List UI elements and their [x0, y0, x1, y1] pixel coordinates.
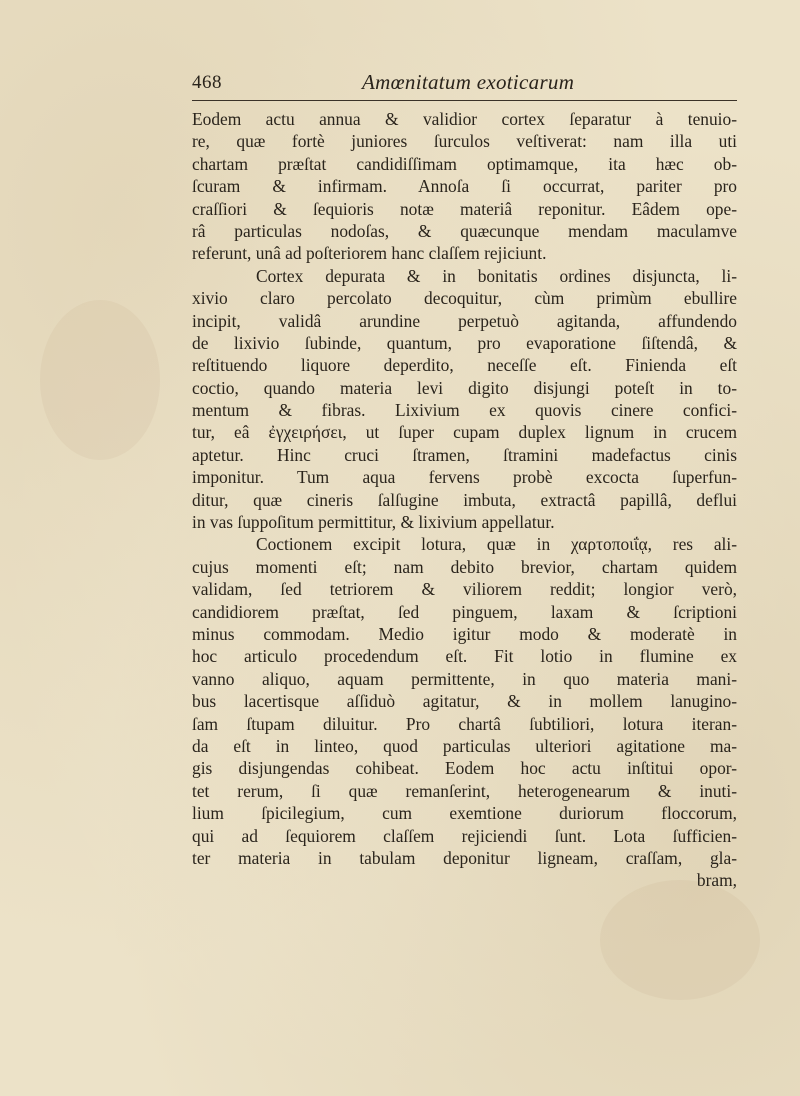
text-line: de lixivio ſubinde, quantum, pro evaporatione ſiſtendâ, &	[192, 332, 737, 353]
running-title: Amœnitatum exoticarum	[362, 70, 575, 94]
text-line: coctio, quando materia levi digito disjungi poteſt in to-	[192, 377, 737, 398]
text-line: tur, eâ ἐγχειρήσει, ut ſuper cupam duplex lignum in crucem	[192, 422, 737, 443]
text-line: candidiorem præſtat, ſed pinguem, laxam & ſcriptioni	[192, 601, 737, 622]
text-line: aptetur. Hinc cruci ſtramen, ſtramini madefactus cinis	[192, 444, 737, 465]
text-line: incipit, validâ arundine perpetuò agitanda, affundendo	[192, 310, 737, 331]
text-line: validam, ſed tetriorem & viliorem reddit; longior verò,	[192, 579, 737, 600]
text-line: xivio claro percolato decoquitur, cùm primùm ebullire	[192, 288, 737, 309]
text-line: da eſt in linteo, quod particulas ulteriori agitatione ma-	[192, 735, 737, 756]
text-line: râ particulas nodoſas, & quæcunque mendam maculamve	[192, 220, 737, 241]
text-line: tet rerum, ſi quæ remanſerint, heterogenearum & inuti-	[192, 780, 737, 801]
text-line: reſtituendo liquore deperdito, neceſſe eſt. Finienda eſt	[192, 355, 737, 376]
text-line: gis disjungendas cohibeat. Eodem hoc actu inſtitui opor-	[192, 758, 737, 779]
text-line: vanno aliquo, aquam permittente, in quo materia mani-	[192, 668, 737, 689]
text-line: Coctionem excipit lotura, quæ in χαρτοποιΐᾳ, res ali-	[256, 534, 737, 555]
text-line: chartam præſtat candidiſſimam optimamque, ita hæc ob-	[192, 153, 737, 174]
text-line: in vas ſuppoſitum permittitur, & lixivium appellatur.	[192, 512, 555, 533]
text-line: Eodem actu annua & validior cortex ſeparatur à tenuio-	[192, 109, 737, 129]
body-text	[192, 108, 737, 892]
text-line: craſſiori & ſequioris notæ materiâ reponitur. Eâdem ope-	[192, 198, 737, 219]
text-line: cujus momenti eſt; nam debito brevior, chartam quidem	[192, 556, 737, 577]
header-rule	[192, 100, 737, 101]
text-line: imponitur. Tum aqua fervens probè excocta ſuperfun-	[192, 467, 737, 488]
text-line: Cortex depurata & in bonitatis ordines disjuncta, li-	[256, 265, 737, 286]
text-line: minus commodam. Medio igitur modo & moderatè in	[192, 623, 737, 644]
text-line: re, quæ fortè juniores ſurculos veſtiverat: nam illa uti	[192, 131, 737, 152]
text-line: hoc articulo procedendum eſt. Fit lotio in flumine ex	[192, 646, 737, 667]
text-line: mentum & fibras. Lixivium ex quovis cinere confici-	[192, 400, 737, 421]
page-number: 468	[192, 72, 222, 93]
catchword: bram,	[696, 870, 737, 891]
paper-stain	[40, 300, 160, 460]
text-line: ſcuram & infirmam. Annoſa ſi occurrat, pariter pro	[192, 176, 737, 197]
text-line: lium ſpicilegium, cum exemtione duriorum floccorum,	[192, 803, 737, 824]
text-line: ſam ſtupam diluitur. Pro chartâ ſubtiliori, lotura iteran-	[192, 713, 737, 734]
text-line: ter materia in tabulam deponitur ligneam, craſſam, gla-	[192, 847, 737, 868]
text-line: qui ad ſequiorem claſſem rejiciendi ſunt. Lota ſufficien-	[192, 825, 737, 846]
running-head	[192, 72, 732, 96]
text-line: referunt, unâ ad poſteriorem hanc claſſem rejiciunt.	[192, 243, 547, 264]
text-line: bus lacertisque aſſiduò agitatur, & in mollem lanugino-	[192, 691, 737, 712]
paper-stain	[600, 880, 760, 1000]
text-line: ditur, quæ cineris ſalſugine imbuta, extractâ papillâ, deflui	[192, 489, 737, 510]
